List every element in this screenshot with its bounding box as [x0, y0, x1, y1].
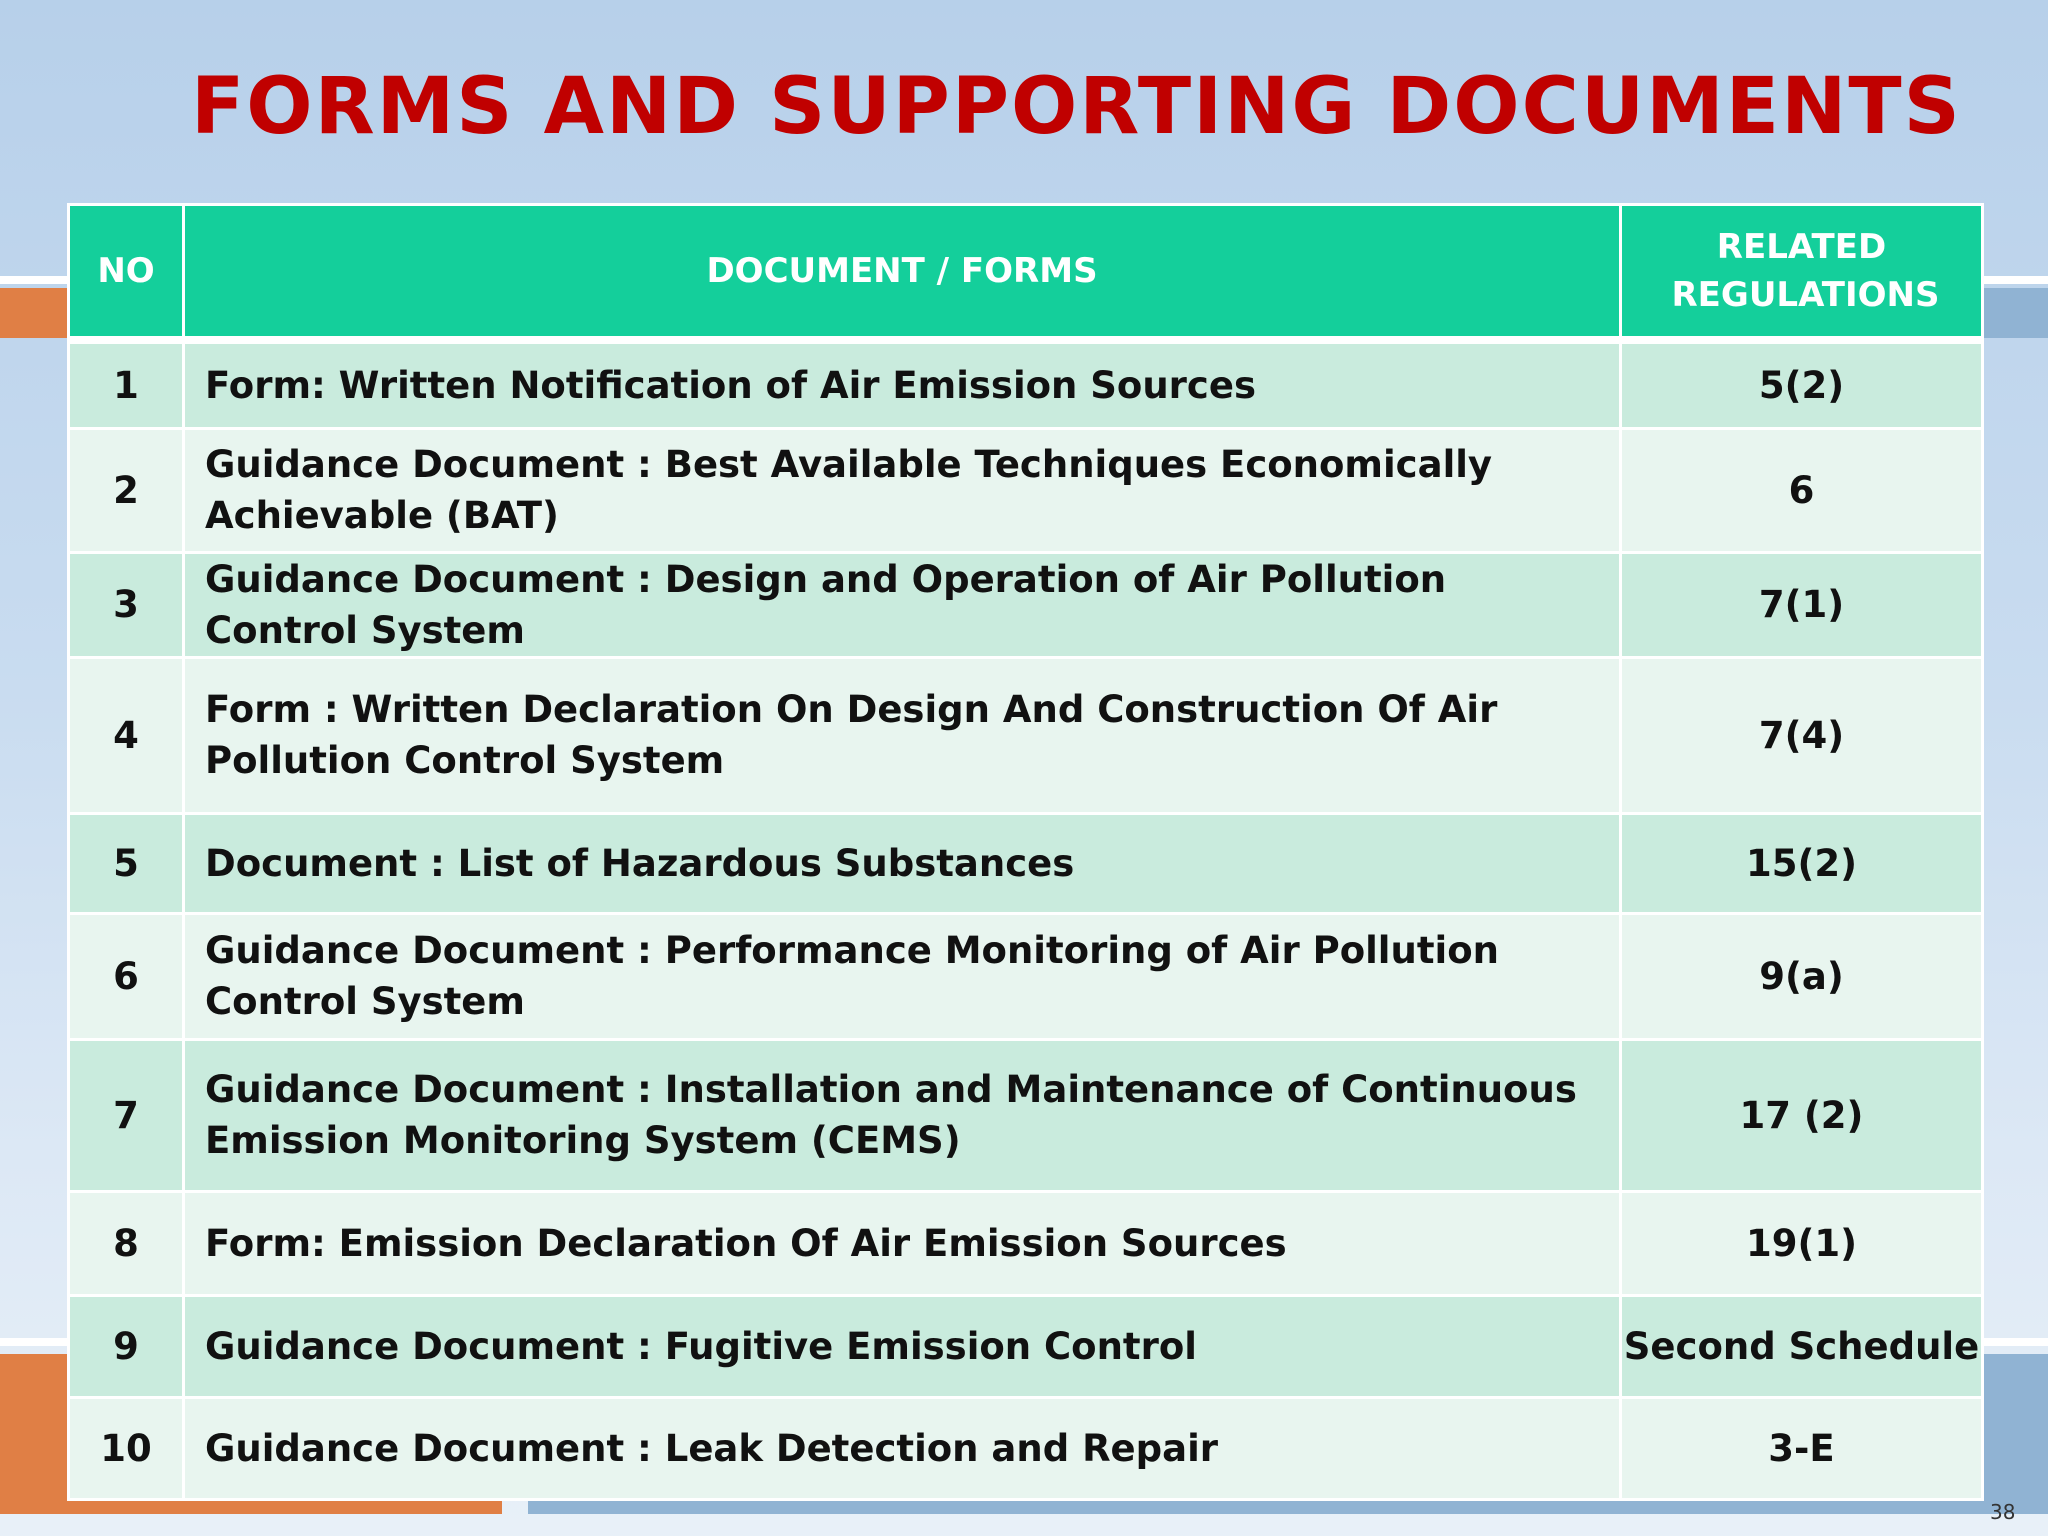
table-row: [69, 1191, 1983, 1295]
table-row: [69, 552, 1983, 657]
row-document: Guidance Document : Performance Monitoring of Air Pollution Control System: [184, 913, 1621, 1039]
row-document: Form: Emission Declaration Of Air Emission Sources: [184, 1191, 1621, 1295]
row-document: Document : List of Hazardous Substances: [184, 813, 1621, 913]
table-row: [69, 813, 1983, 913]
row-document: Guidance Document : Best Available Techniques Economically Achievable (BAT): [184, 428, 1621, 552]
row-number: 3: [69, 552, 184, 657]
row-regulation: 5(2): [1621, 340, 1983, 428]
row-regulation: 7(1): [1621, 552, 1983, 657]
row-document: Guidance Document : Fugitive Emission Control: [184, 1295, 1621, 1397]
row-document: Guidance Document : Installation and Maintenance of Continuous Emission Monitoring System (CEMS): [184, 1039, 1621, 1191]
table-row: [69, 1295, 1983, 1397]
row-number: 5: [69, 813, 184, 913]
table-row: [69, 913, 1983, 1039]
row-regulation: 3-E: [1621, 1397, 1983, 1499]
row-document: Guidance Document : Leak Detection and Repair: [184, 1397, 1621, 1499]
row-number: 6: [69, 913, 184, 1039]
page-number: 38: [1990, 1500, 2016, 1524]
row-regulation: 17 (2): [1621, 1039, 1983, 1191]
row-document: Guidance Document : Design and Operation of Air Pollution Control System: [184, 552, 1621, 657]
table-body: [69, 340, 1983, 1499]
table-row: [69, 340, 1983, 428]
header-regulations-label: RELATED REGULATIONS: [1671, 227, 1940, 315]
decor-blue-bar-top: [1980, 288, 2048, 338]
documents-table: [67, 203, 1984, 1501]
row-number: 10: [69, 1397, 184, 1499]
header-document: DOCUMENT / FORMS: [184, 205, 1621, 341]
row-regulation: 6: [1621, 428, 1983, 552]
documents-table-container: [67, 203, 1981, 1501]
table-row: [69, 1397, 1983, 1499]
table-row: [69, 657, 1983, 813]
table-row: [69, 1039, 1983, 1191]
table-row: [69, 428, 1983, 552]
row-regulation: Second Schedule: [1621, 1295, 1983, 1397]
row-number: 4: [69, 657, 184, 813]
header-no: NO: [69, 205, 184, 341]
row-number: 9: [69, 1295, 184, 1397]
header-row: [69, 205, 1983, 341]
row-number: 7: [69, 1039, 184, 1191]
header-regulations: [1621, 205, 1983, 341]
row-number: 2: [69, 428, 184, 552]
row-regulation: 7(4): [1621, 657, 1983, 813]
table-header: [69, 205, 1983, 341]
row-regulation: 9(a): [1621, 913, 1983, 1039]
decor-orange-bar-top: [0, 288, 68, 338]
row-number: 1: [69, 340, 184, 428]
row-regulation: 15(2): [1621, 813, 1983, 913]
row-document: Form: Written Notification of Air Emission Sources: [184, 340, 1621, 428]
row-regulation: 19(1): [1621, 1191, 1983, 1295]
row-number: 8: [69, 1191, 184, 1295]
slide-title: FORMS AND SUPPORTING DOCUMENTS: [191, 62, 1962, 152]
row-document: Form : Written Declaration On Design And Construction Of Air Pollution Control System: [184, 657, 1621, 813]
